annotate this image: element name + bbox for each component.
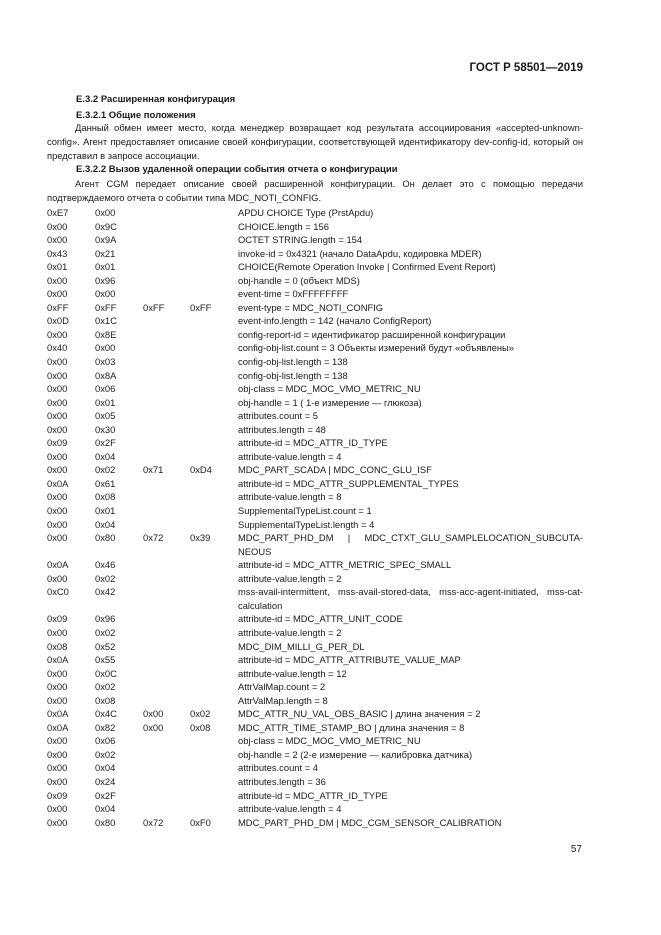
byte-cell-2: 0x00 (95, 342, 116, 354)
table-row (47, 423, 587, 437)
description-cell: obj-handle = 0 (объект MDS) (238, 274, 360, 286)
byte-cell-1: 0x00 (47, 369, 68, 381)
byte-cell-1: 0x00 (47, 626, 68, 638)
description-cell: SupplementalTypeList.count = 1 (238, 505, 372, 517)
section-heading-e32: Е.3.2 Расширенная конфигурация (76, 94, 236, 105)
description-cell: attributes.length = 36 (238, 775, 326, 787)
byte-cell-1: 0x00 (47, 410, 68, 422)
description-cell: attribute-value.length = 4 (238, 803, 342, 815)
byte-cell-1: 0x43 (47, 247, 68, 259)
byte-cell-1: 0x0D (47, 315, 69, 327)
table-row (47, 748, 587, 762)
description-cell: mss-avail-intermittent, mss-avail-stored-data, mss-acc-agent-initiated, mss-cat-calculation (238, 586, 583, 611)
byte-cell-2: 0x06 (95, 735, 116, 747)
byte-cell-4: 0x08 (190, 721, 211, 733)
table-row (47, 328, 587, 342)
byte-cell-2: 0x04 (95, 762, 116, 774)
byte-cell-2: 0x8A (95, 369, 117, 381)
byte-cell-1: 0x00 (47, 803, 68, 815)
table-row (47, 341, 587, 355)
paragraph-general-text: Данный обмен имеет место, когда менеджер возвращает код результата ассоциирования «accepted-unknown-config». Агент предоставляет описание своей конфигурации, соответствующей идентификатору dev-config-id, который он представил в запросе ассоциации. (47, 122, 583, 161)
byte-cell-2: 0x02 (95, 572, 116, 584)
byte-cell-2: 0x46 (95, 559, 116, 571)
table-row (47, 775, 587, 789)
description-cell: OCTET STRING.length = 154 (238, 234, 363, 246)
table-row (47, 396, 587, 410)
table-row (47, 653, 587, 667)
byte-cell-3: 0x71 (143, 464, 164, 476)
byte-cell-1: 0x00 (47, 396, 68, 408)
table-row (47, 206, 587, 220)
byte-cell-1: 0x00 (47, 748, 68, 760)
description-cell: obj-handle = 1 ( 1-е измерение — глюкоза) (238, 396, 422, 408)
byte-cell-1: 0x00 (47, 518, 68, 530)
byte-cell-1: 0x09 (47, 613, 68, 625)
byte-cell-2: 0x8E (95, 328, 117, 340)
description-cell: attribute-value.length = 2 (238, 626, 342, 638)
byte-cell-2: 0x2F (95, 789, 116, 801)
table-row (47, 667, 587, 681)
byte-cell-2: 0x03 (95, 356, 116, 368)
byte-cell-1: 0x40 (47, 342, 68, 354)
byte-cell-2: 0x00 (95, 288, 116, 300)
byte-cell-2: 0x24 (95, 775, 116, 787)
table-row (47, 761, 587, 775)
description-cell: attribute-id = MDC_ATTR_ATTRIBUTE_VALUE_MAP (238, 654, 461, 666)
byte-cell-1: 0x00 (47, 356, 68, 368)
byte-cell-2: 0x04 (95, 803, 116, 815)
description-cell: attribute-id = MDC_ATTR_METRIC_SPEC_SMALL (238, 559, 452, 571)
byte-cell-3: 0xFF (143, 301, 165, 313)
byte-cell-1: 0x00 (47, 762, 68, 774)
byte-cell-2: 0x30 (95, 423, 116, 435)
table-row (47, 287, 587, 301)
description-cell: event-type = MDC_NOTI_CONFIG (238, 301, 384, 313)
description-cell: MDC_ATTR_TIME_STAMP_BO | длина значения = 8 (238, 721, 465, 733)
description-cell: event-info.length = 142 (начало ConfigReport) (238, 315, 432, 327)
table-row (47, 274, 587, 288)
table-row (47, 355, 587, 369)
byte-cell-1: 0x09 (47, 437, 68, 449)
byte-cell-2: 0x80 (95, 532, 116, 544)
table-row (47, 314, 587, 328)
byte-cell-2: 0x82 (95, 721, 116, 733)
table-row (47, 816, 587, 830)
table-row (47, 382, 587, 396)
byte-cell-2: 0x42 (95, 586, 116, 598)
byte-cell-2: 0x01 (95, 261, 116, 273)
byte-cell-1: 0x00 (47, 383, 68, 395)
byte-cell-1: 0x00 (47, 234, 68, 246)
table-row (47, 260, 587, 274)
table-row (47, 477, 587, 491)
table-row (47, 558, 587, 572)
description-cell: MDC_DIM_MILLI_G_PER_DL (238, 640, 365, 652)
byte-cell-1: 0x0A (47, 559, 69, 571)
description-cell: attribute-id = MDC_ATTR_ID_TYPE (238, 789, 388, 801)
byte-cell-3: 0x72 (143, 532, 164, 544)
description-cell: attribute-value.length = 12 (238, 667, 347, 679)
byte-cell-2: 0x61 (95, 477, 116, 489)
description-cell: MDC_PART_PHD_DM | MDC_CGM_SENSOR_CALIBRATION (238, 816, 502, 828)
table-row (47, 463, 587, 477)
byte-cell-1: 0x00 (47, 532, 68, 544)
description-cell: attribute-value.length = 4 (238, 450, 342, 462)
table-row (47, 490, 587, 504)
byte-cell-2: 0x96 (95, 274, 116, 286)
paragraph-cgm (47, 177, 583, 205)
table-row (47, 409, 587, 423)
byte-cell-1: 0x00 (47, 735, 68, 747)
byte-cell-2: 0x2F (95, 437, 116, 449)
table-row (47, 233, 587, 247)
byte-cell-1: 0x08 (47, 640, 68, 652)
byte-cell-2: 0x9C (95, 220, 117, 232)
description-cell: obj-class = MDC_MOC_VMO_METRIC_NU (238, 735, 421, 747)
table-row (47, 721, 587, 735)
table-row (47, 572, 587, 586)
byte-cell-2: 0x01 (95, 505, 116, 517)
section-heading-e322: Е.3.2.2 Вызов удаленной операции события отчета о конфигурации (76, 164, 398, 175)
description-cell: config-obj-list.count = 3 Объекты измерений будут «объявлены» (238, 342, 515, 354)
table-row (47, 301, 587, 315)
byte-cell-1: 0x0A (47, 721, 69, 733)
table-row (47, 694, 587, 708)
description-cell: CHOICE(Remote Operation Invoke | Confirmed Event Report) (238, 261, 496, 273)
description-cell: attributes.count = 5 (238, 410, 318, 422)
paragraph-cgm-text: Агент CGM передает описание своей расширенной конфигурации. Он делает это с помощью передачи подтверждаемого отчета о событии типа MDC_NOTI_CONFIG. (47, 178, 583, 203)
byte-cell-3: 0x00 (143, 721, 164, 733)
table-row (47, 518, 587, 532)
byte-cell-1: 0x00 (47, 775, 68, 787)
byte-cell-4: 0xF0 (190, 816, 211, 828)
description-cell: obj-handle = 2 (2-е измерение — калибровка датчика) (238, 748, 473, 760)
table-row (47, 640, 587, 654)
byte-cell-1: 0x0A (47, 708, 69, 720)
description-cell: SupplementalTypeList.length = 4 (238, 518, 375, 530)
byte-cell-2: 0x00 (95, 207, 116, 218)
description-cell: AttrValMap.count = 2 (238, 681, 326, 693)
byte-cell-2: 0x9A (95, 234, 117, 246)
description-cell: MDC_PART_PHD_DM | MDC_CTXT_GLU_SAMPLELOCATION_SUBCUTA-NEOUS (238, 532, 583, 557)
byte-cell-2: 0x80 (95, 816, 116, 828)
description-cell: config-report-id = идентификатор расширенной конфигурации (238, 328, 506, 340)
byte-cell-3: 0x00 (143, 708, 164, 720)
table-row (47, 504, 587, 518)
byte-cell-1: 0x01 (47, 261, 68, 273)
byte-cell-2: 0x96 (95, 613, 116, 625)
byte-cell-2: 0x02 (95, 464, 116, 476)
description-cell: config-obj-list.length = 138 (238, 369, 348, 381)
description-cell: attribute-value.length = 2 (238, 572, 342, 584)
page-number: 57 (570, 844, 582, 855)
byte-cell-1: 0x00 (47, 464, 68, 476)
table-row (47, 707, 587, 721)
description-cell: attribute-id = MDC_ATTR_ID_TYPE (238, 437, 388, 449)
byte-cell-2: 0x21 (95, 247, 116, 259)
byte-cell-2: 0x55 (95, 654, 116, 666)
table-row (47, 220, 587, 234)
table-row (47, 626, 587, 640)
byte-cell-1: 0x00 (47, 288, 68, 300)
byte-cell-2: 0x08 (95, 694, 116, 706)
byte-cell-1: 0x00 (47, 491, 68, 503)
byte-cell-1: 0x00 (47, 450, 68, 462)
table-row (47, 450, 587, 464)
byte-cell-1: 0x00 (47, 681, 68, 693)
byte-cell-1: 0x00 (47, 572, 68, 584)
byte-cell-4: 0x39 (190, 532, 211, 544)
description-cell: attribute-value.length = 8 (238, 491, 342, 503)
description-cell: CHOICE.length = 156 (238, 220, 329, 232)
byte-cell-1: 0xE7 (47, 207, 69, 218)
byte-cell-4: 0xFF (190, 301, 212, 313)
byte-cell-1: 0x00 (47, 694, 68, 706)
description-cell: config-obj-list.length = 138 (238, 356, 348, 368)
description-cell: event-time = 0xFFFFFFFF (238, 288, 349, 300)
table-row (47, 531, 587, 558)
description-cell: attribute-id = MDC_ATTR_SUPPLEMENTAL_TYPES (238, 477, 459, 489)
byte-cell-1: 0x09 (47, 789, 68, 801)
byte-cell-1: 0xFF (47, 301, 69, 313)
byte-cell-1: 0x00 (47, 220, 68, 232)
description-cell: AttrValMap.length = 8 (238, 694, 328, 706)
byte-cell-2: 0x0C (95, 667, 117, 679)
table-row (47, 612, 587, 626)
byte-cell-2: 0x4C (95, 708, 117, 720)
table-row (47, 585, 587, 612)
byte-cell-1: 0x00 (47, 816, 68, 828)
table-row (47, 802, 587, 816)
byte-cell-1: 0x0A (47, 477, 69, 489)
byte-cell-1: 0x0A (47, 654, 69, 666)
table-row (47, 734, 587, 748)
byte-cell-3: 0x72 (143, 816, 164, 828)
description-cell: attribute-id = MDC_ATTR_UNIT_CODE (238, 613, 403, 625)
byte-cell-1: 0x00 (47, 328, 68, 340)
byte-cell-4: 0xD4 (190, 464, 212, 476)
table-row (47, 369, 587, 383)
document-title: ГОСТ Р 58501—2019 (469, 62, 583, 74)
description-cell: attributes.length = 48 (238, 423, 326, 435)
description-cell: obj-class = MDC_MOC_VMO_METRIC_NU (238, 383, 421, 395)
description-cell: MDC_ATTR_NU_VAL_OBS_BASIC | длина значения = 2 (238, 708, 481, 720)
byte-cell-1: 0x00 (47, 505, 68, 517)
apdu-byte-table (47, 206, 587, 829)
description-cell: MDC_PART_SCADA | MDC_CONC_GLU_ISF (238, 464, 432, 476)
paragraph-general (47, 121, 583, 163)
description-cell: APDU CHOICE Type (PrstApdu) (238, 207, 374, 218)
byte-cell-1: 0x00 (47, 667, 68, 679)
byte-cell-2: 0x1C (95, 315, 117, 327)
byte-cell-2: 0x02 (95, 626, 116, 638)
byte-cell-1: 0x00 (47, 423, 68, 435)
description-cell: invoke-id = 0x4321 (начало DataApdu, кодировка MDER) (238, 247, 482, 259)
byte-cell-1: 0xC0 (47, 586, 69, 598)
table-row (47, 680, 587, 694)
byte-cell-2: 0x52 (95, 640, 116, 652)
table-row (47, 247, 587, 261)
byte-cell-4: 0x02 (190, 708, 211, 720)
byte-cell-2: 0x05 (95, 410, 116, 422)
byte-cell-2: 0xFF (95, 301, 117, 313)
table-row (47, 789, 587, 803)
byte-cell-1: 0x00 (47, 274, 68, 286)
table-row (47, 436, 587, 450)
byte-cell-2: 0x08 (95, 491, 116, 503)
byte-cell-2: 0x01 (95, 396, 116, 408)
section-heading-e321: Е.3.2.1 Общие положения (76, 110, 196, 121)
description-cell: attributes.count = 4 (238, 762, 318, 774)
byte-cell-2: 0x06 (95, 383, 116, 395)
byte-cell-2: 0x02 (95, 748, 116, 760)
byte-cell-2: 0x04 (95, 518, 116, 530)
byte-cell-2: 0x04 (95, 450, 116, 462)
byte-cell-2: 0x02 (95, 681, 116, 693)
